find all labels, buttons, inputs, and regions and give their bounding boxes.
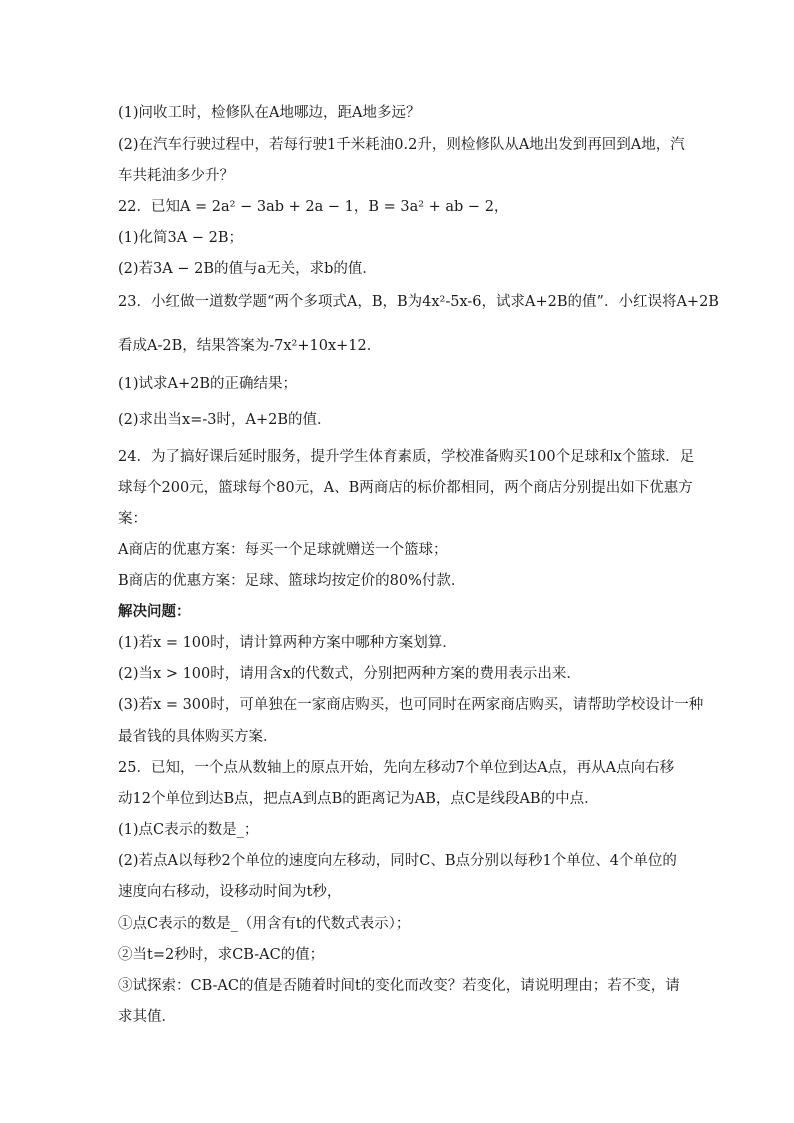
line-22: 动12个单位到达B点，把点A到点B的距离记为AB，点C是线段AB的中点． xyxy=(118,791,599,807)
line-15: B商店的优惠方案：足球、篮球均按定价的80%付款． xyxy=(118,573,466,589)
line-20: 最省钱的具体购买方案． xyxy=(118,729,278,745)
line-23: (1)点C表示的数是_； xyxy=(118,822,259,838)
line-28: ③试探索：CB-AC的值是否随着时间t的变化而改变？若变化，请说明理由；若不变，请 xyxy=(118,978,680,994)
line-17: (1)若x = 100时，请计算两种方案中哪种方案划算． xyxy=(118,635,457,651)
line-19: (3)若x = 300时，可单独在一家商店购买，也可同时在两家商店购买，请帮助学校设计一种 xyxy=(118,697,704,713)
line-6: (2)若3A − 2B的值与a无关，求b的值． xyxy=(118,261,377,277)
line-25: 速度向右移动，设移动时间为t秒， xyxy=(118,884,342,900)
line-5: (1)化简3A − 2B； xyxy=(118,230,243,246)
line-9: (1)试求A+2B的正确结果； xyxy=(118,376,298,392)
line-10: (2)求出当x=-3时，A+2B的值． xyxy=(118,412,332,428)
line-24: (2)若点A以每秒2个单位的速度向左移动，同时C、B点分别以每秒1个单位、4个单位的 xyxy=(118,853,677,869)
line-13: 案： xyxy=(118,511,147,527)
line-26: ①点C表示的数是_（用含有t的代数式表示）； xyxy=(118,916,411,932)
line-8: 看成A-2B，结果答案为-7x²+10x+12． xyxy=(118,338,382,354)
line-3: 车共耗油多少升？ xyxy=(118,168,234,184)
line-18: (2)当x > 100时，请用含x的代数式，分别把两种方案的费用表示出来． xyxy=(118,666,581,682)
line-11: 24．为了搞好课后延时服务，提升学生体育素质，学校准备购买100个足球和x个篮球．足 xyxy=(118,449,695,465)
line-29: 求其值． xyxy=(118,1009,176,1025)
line-2: (2)在汽车行驶过程中，若每行驶1千米耗油0.2升，则检修队从A地出发到再回到A地，汽 xyxy=(118,137,685,153)
line-4: 22．已知A = 2a² − 3ab + 2a − 1，B = 3a² + ab − 2， xyxy=(118,199,509,215)
line-27: ②当t=2秒时，求CB-AC的值； xyxy=(118,947,325,963)
section-heading: 解决问题： xyxy=(118,603,191,620)
line-14: A商店的优惠方案：每买一个足球就赠送一个篮球； xyxy=(118,542,448,558)
line-7: 23．小红做一道数学题“两个多项式A，B，B为4x²-5x-6，试求A+2B的值”．小红误将A+2B xyxy=(118,294,719,310)
line-1: (1)问收工时，检修队在A地哪边，距A地多远？ xyxy=(118,105,421,121)
line-12: 球每个200元，篮球每个80元，A、B两商店的标价都相同，两个商店分别提出如下优惠方 xyxy=(118,480,693,496)
line-21: 25．已知，一个点从数轴上的原点开始，先向左移动7个单位到达A点，再从A点向右移 xyxy=(118,760,675,776)
